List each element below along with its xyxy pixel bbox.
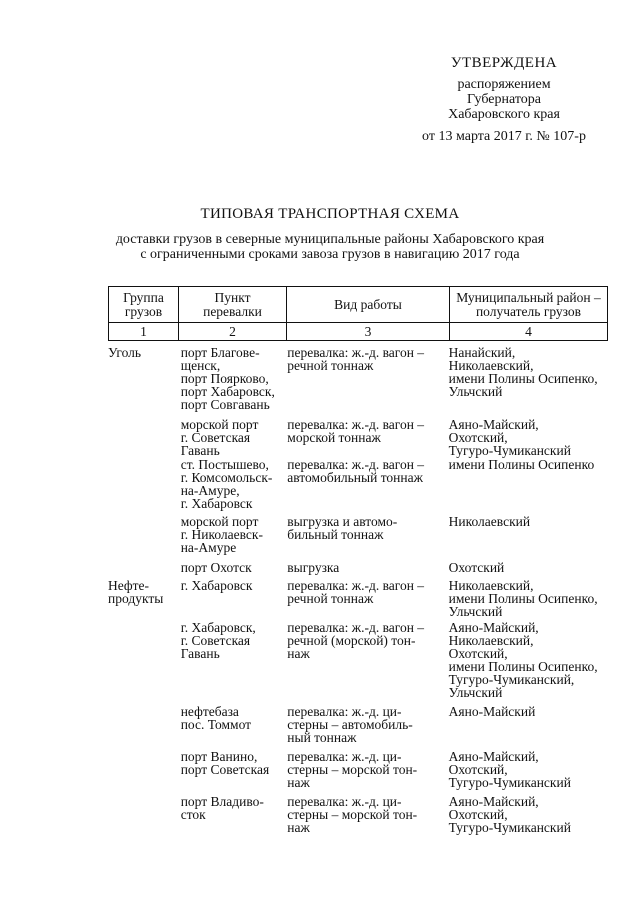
- table-row: [108, 579, 608, 621]
- column-number: 2: [179, 323, 287, 341]
- table-row: [108, 561, 608, 579]
- cell-district: имени Полины Осипенко: [448, 457, 595, 472]
- title-main: ТИПОВАЯ ТРАНСПОРТНАЯ СХЕМА: [200, 206, 460, 222]
- cell-point: порт Охотск: [180, 560, 252, 575]
- document-title: [95, 206, 565, 262]
- cell-group: [108, 561, 181, 579]
- schema-table-body: [108, 346, 608, 839]
- cell-work: выгрузка: [287, 560, 340, 575]
- cell-point: г. Хабаровск, г. Советская Гавань: [180, 620, 256, 661]
- cell-point: нефтебаза пос. Томмот: [180, 704, 252, 732]
- cell-group: [108, 705, 181, 750]
- cell-work: перевалка: ж.-д. ци- стерны – морской тон- наж: [287, 749, 418, 790]
- cell-point: ст. Постышево, г. Комсомольск- на-Амуре, г. Хабаровск: [180, 457, 273, 511]
- header-district: Муниципальный район – получатель грузов: [450, 287, 608, 323]
- approval-block: [384, 56, 624, 144]
- cell-district: Аяно-Майский, Охотский, Тугуро-Чумиканский: [448, 417, 571, 458]
- cell-district: Нанайский, Николаевский, имени Полины Осипенко, Ульчский: [448, 345, 598, 399]
- schema-table-header: [108, 286, 608, 341]
- header-cargo-group: Группа грузов: [109, 287, 179, 323]
- cell-point: морской порт г. Советская Гавань: [180, 417, 259, 458]
- cell-district: Николаевский, имени Полины Осипенко, Ульчский: [448, 578, 598, 619]
- table-row: [108, 418, 608, 458]
- table-row: [108, 458, 608, 515]
- approval-line: Губернатора: [466, 92, 542, 107]
- cell-district: Аяно-Майский, Николаевский, Охотский, имени Полины Осипенко, Тугуро-Чумиканский, Ульчский: [448, 620, 598, 700]
- header-work-type: Вид работы: [287, 287, 450, 323]
- table-row: [108, 515, 608, 561]
- cell-point: порт Благове- щенск, порт Поярково, порт Хабаровск, порт Совгавань: [180, 345, 275, 412]
- cell-district: Охотский: [448, 560, 505, 575]
- approval-line: Хабаровского края: [448, 107, 560, 122]
- cell-district: Аяно-Майский, Охотский, Тугуро-Чумиканский: [448, 794, 571, 835]
- approval-line: распоряжением: [457, 77, 551, 92]
- table-row: [108, 621, 608, 705]
- approval-date: от 13 марта 2017 г. № 107-р: [422, 129, 586, 144]
- table-row: [108, 346, 608, 418]
- cell-work: перевалка: ж.-д. вагон – речной тоннаж: [287, 345, 425, 373]
- cell-work: перевалка: ж.-д. вагон – морской тоннаж: [287, 417, 425, 445]
- table-row: [108, 705, 608, 750]
- cell-work: перевалка: ж.-д. ци- стерны – морской тон- наж: [287, 794, 418, 835]
- title-subtitle-1: доставки грузов в северные муниципальные районы Хабаровского края: [115, 232, 545, 247]
- cell-group: Уголь: [108, 345, 142, 360]
- column-number: 4: [450, 323, 608, 341]
- cell-group: [108, 621, 181, 705]
- column-number: 3: [287, 323, 450, 341]
- cell-group: [108, 795, 181, 839]
- table-row: [108, 795, 608, 839]
- title-subtitle-2: с ограниченными сроками завоза грузов в навигацию 2017 года: [140, 247, 520, 262]
- cell-work: перевалка: ж.-д. вагон – речной (морской) тон- наж: [287, 620, 425, 661]
- cell-point: порт Владиво- сток: [180, 794, 264, 822]
- header-transfer-point: Пункт перевалки: [179, 287, 287, 323]
- cell-group: [108, 750, 181, 795]
- cell-work: перевалка: ж.-д. ци- стерны – автомобиль- ный тоннаж: [287, 704, 413, 745]
- cell-point: г. Хабаровск: [180, 578, 253, 593]
- cell-district: Аяно-Майский: [448, 704, 536, 719]
- cell-group: [108, 515, 181, 561]
- cell-work: перевалка: ж.-д. вагон – речной тоннаж: [287, 578, 425, 606]
- column-number: 1: [109, 323, 179, 341]
- approval-heading: УТВЕРЖДЕНА: [450, 55, 558, 71]
- cell-group: Нефте- продукты: [108, 578, 164, 606]
- cell-work: выгрузка и автомо- бильный тоннаж: [287, 514, 398, 542]
- cell-district: Николаевский: [448, 514, 531, 529]
- cell-district: Аяно-Майский, Охотский, Тугуро-Чумиканский: [448, 749, 571, 790]
- cell-point: порт Ванино, порт Советская: [180, 749, 270, 777]
- cell-work: перевалка: ж.-д. вагон – автомобильный тоннаж: [287, 457, 425, 485]
- table-row: [108, 750, 608, 795]
- cell-group: [108, 418, 181, 458]
- cell-point: морской порт г. Николаевск- на-Амуре: [180, 514, 263, 555]
- cell-group: [108, 458, 181, 515]
